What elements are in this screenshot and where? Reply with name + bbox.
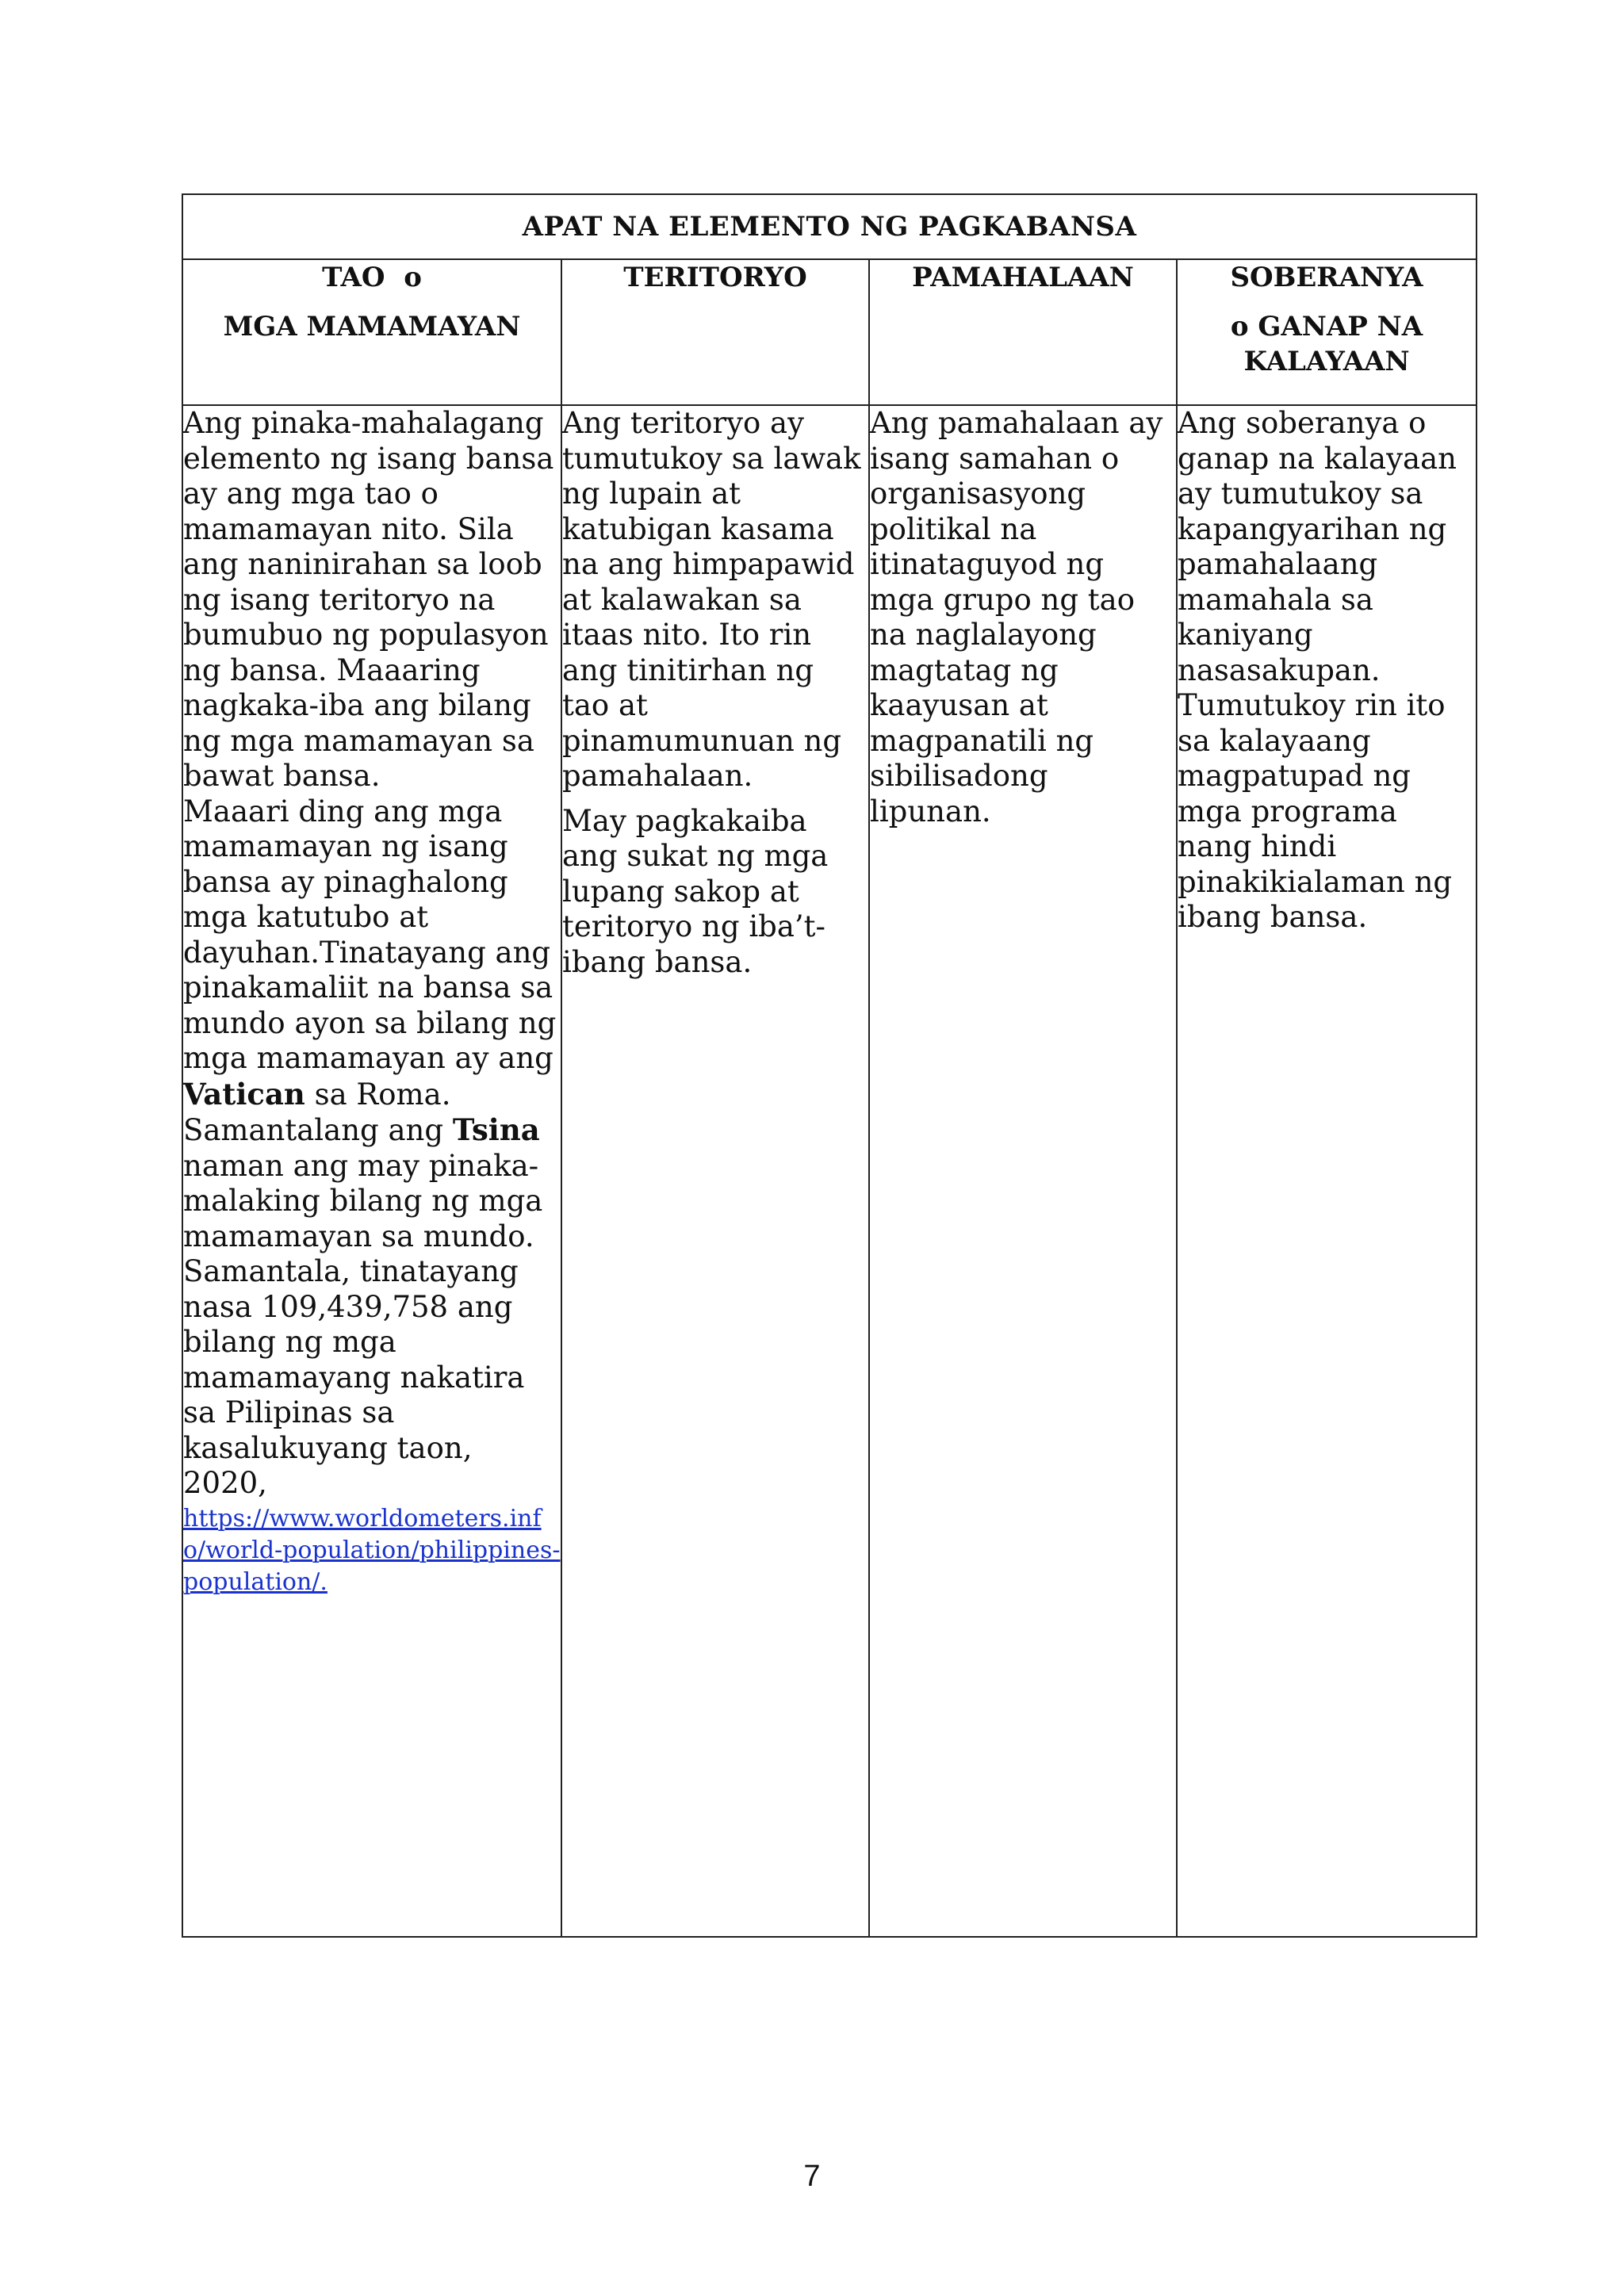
- header-soberanya-line1: SOBERANYA: [1230, 262, 1423, 293]
- header-pamahalaan: PAMAHALAAN: [869, 259, 1177, 405]
- teritoryo-paragraph-1: Ang teritoryo ay tumutukoy sa lawak ng lupain at katubigan kasama na ang himpapawid at kalawakan sa itaas nito. Ito rin ang tinitirhan ng tao at pinamumunuan ng pamahalaan.: [562, 406, 861, 793]
- tao-paragraph-2: [183, 794, 561, 1598]
- header-soberanya-line2: o GANAP NA KALAYAAN: [1230, 311, 1423, 377]
- cell-teritoryo: [561, 405, 869, 1937]
- source-link[interactable]: https://www.worldometers.info/world-population/philippines-population/.: [183, 1504, 561, 1596]
- table-title: APAT NA ELEMENTO NG PAGKABANSA: [182, 194, 1477, 259]
- tao-paragraph-1: Ang pinaka-mahalagang elemento ng isang bansa ay ang mga tao o mamamayan nito. Sila ang naninirahan sa loob ng isang teritoryo na bumubuo ng populasyon ng bansa. Maaaring nagkaka-iba ang bilang ng mga mamamayan sa bawat bansa.: [183, 406, 554, 793]
- teritoryo-paragraph-2: May pagkakaiba ang sukat ng mga lupang sakop at teritoryo ng iba’t-ibang bansa.: [562, 803, 829, 979]
- header-soberanya: [1177, 259, 1477, 405]
- cell-tao: [182, 405, 561, 1937]
- tao-vatican: Vatican: [183, 1076, 305, 1112]
- pamahalaan-paragraph-1: Ang pamahalaan ay isang samahan o organisasyong politikal na itinataguyod ng mga grupo ng tao na naglalayong magtatag ng kaayusan at magpanatili ng sibilisadong lipunan.: [870, 406, 1163, 828]
- tao-text-3: sa Roma. Samantalang ang: [183, 1077, 451, 1147]
- table-title-row: [182, 194, 1477, 259]
- page-number: 7: [803, 2160, 821, 2193]
- cell-soberanya: [1177, 405, 1477, 1937]
- header-teritoryo: TERITORYO: [561, 259, 869, 405]
- tao-text-4: naman ang may pinaka- malaking bilang ng mga mamamayan sa mundo. Samantala, tinatayang nasa 109,439,758 ang bilang ng mga mamamayang nakatira sa Pilipinas sa kasalukuyang taon, 2020,: [183, 1148, 543, 1500]
- elements-table: [182, 193, 1477, 1938]
- header-tao: [182, 259, 561, 405]
- tao-tsina: Tsina: [452, 1112, 540, 1147]
- tao-text-2: Maaari ding ang mga mamamayan ng isang bansa ay pinaghalong mga katutubo at dayuhan.Tinatayang ang pinakamaliit na bansa sa mundo ayon sa bilang ng mga mamamayan ay ang: [183, 794, 557, 1075]
- soberanya-paragraph-1: Ang soberanya o ganap na kalayaan ay tumutukoy sa kapangyarihan ng pamahalaang mamahala sa kaniyang nasasakupan. Tumutukoy rin ito sa kalayaang magpatupad ng mga programa nang hindi pinakikialaman ng ibang bansa.: [1178, 406, 1457, 934]
- header-tao-line1: TAO o: [322, 262, 422, 293]
- table-body-row: [182, 405, 1477, 1937]
- cell-pamahalaan: [869, 405, 1177, 1937]
- header-tao-line2: MGA MAMAMAYAN: [223, 311, 521, 342]
- table-header-row: [182, 259, 1477, 405]
